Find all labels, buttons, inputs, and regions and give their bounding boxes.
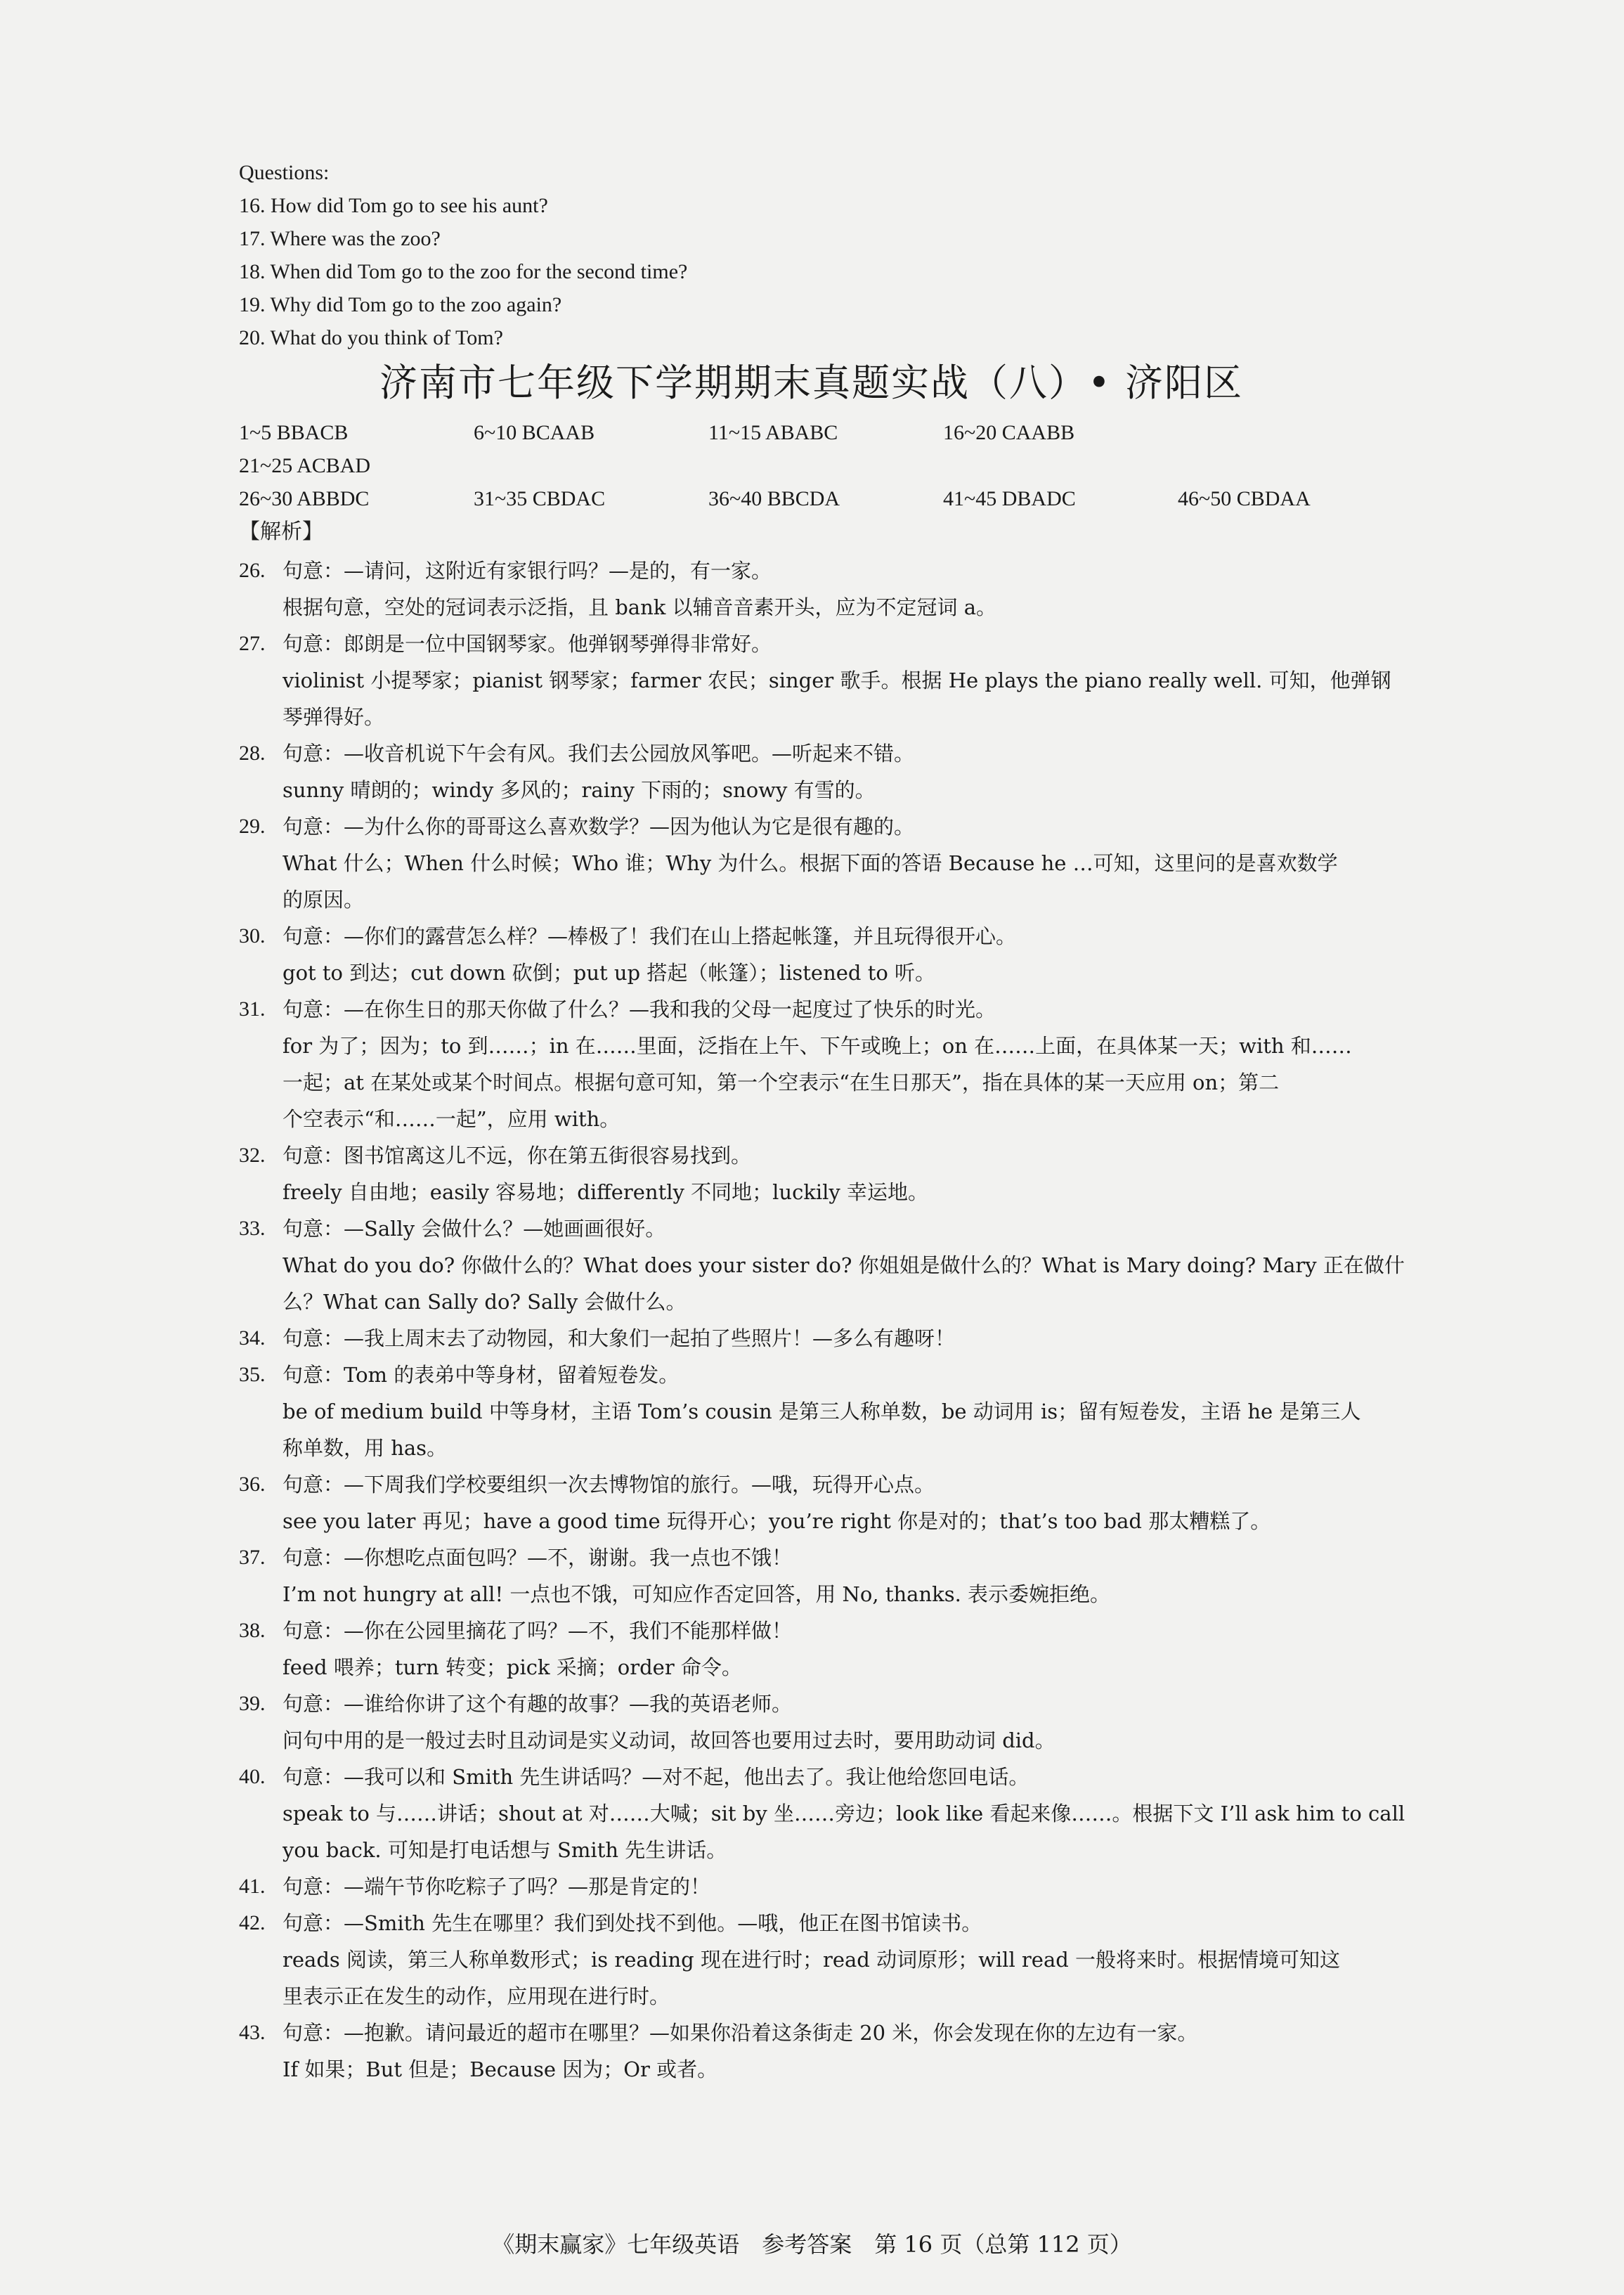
analysis-item [239, 2015, 1504, 2088]
question-line: 17. Where was the zoo? [239, 227, 441, 250]
item-translation: 句意：图书馆离这儿不远，你在第五街很容易找到。 [282, 1144, 752, 1168]
item-translation: 句意：郎朗是一位中国钢琴家。他弹钢琴弹得非常好。 [282, 632, 772, 656]
answer-row [239, 449, 1574, 482]
item-explanation: be of medium build 中等身材，主语 Tom’s cousin 是第三人称单数，be 动词用 is；留有短卷发，主语 he 是第三人 [282, 1399, 1361, 1423]
item-explanation: got to 到达；cut down 砍倒；put up 搭起（帐篷）；listened to 听。 [282, 961, 936, 985]
analysis-item [239, 1357, 1504, 1466]
item-explanation: What do you do? 你做什么的？What does your sister do? 你姐姐是做什么的？What is Mary doing? Mary 正在做什 [282, 1253, 1405, 1277]
item-number: 30. [239, 924, 266, 948]
item-explanation: 琴弹得好。 [282, 705, 385, 729]
item-explanation: 一起；at 在某处或某个时间点。根据句意可知，第一个空表示“在生日那天”，指在具体的某一天应用 on；第二 [282, 1071, 1280, 1094]
section-title: 济南市七年级下学期期末真题实战（八）• 济阳区 [379, 361, 1244, 405]
item-translation: 句意：—Sally 会做什么？—她画画很好。 [282, 1217, 666, 1241]
item-explanation: for 为了；因为；to 到……；in 在……里面，泛指在上午、下午或晚上；on 在……上面，在具体某一天；with 和…… [282, 1034, 1352, 1058]
analysis-item [239, 1466, 1504, 1539]
answer-group: 6~10 BCAAB [474, 421, 595, 444]
analysis-item [239, 808, 1504, 918]
analysis-item [239, 1905, 1504, 2015]
question-line: 20. What do you think of Tom? [239, 326, 503, 349]
item-explanation: 问句中用的是一般过去时且动词是实义动词，故回答也要用过去时，要用助动词 did。 [282, 1728, 1055, 1752]
answer-group: 41~45 DBADC [943, 487, 1076, 510]
answer-group: 16~20 CAABB [943, 421, 1075, 444]
item-number: 28. [239, 742, 266, 765]
item-explanation: sunny 晴朗的；windy 多风的；rainy 下雨的；snowy 有雪的。 [282, 778, 876, 802]
item-number: 43. [239, 2021, 266, 2044]
question-line: 18. When did Tom go to the zoo for the second time? [239, 260, 688, 283]
item-number: 38. [239, 1619, 266, 1642]
item-translation: 句意：—你们的露营怎么样？—棒极了！我们在山上搭起帐篷，并且玩得很开心。 [282, 924, 1017, 948]
item-translation: 句意：—你在公园里摘花了吗？—不，我们不能那样做！ [282, 1619, 793, 1643]
questions-heading: Questions: [239, 161, 330, 184]
item-explanation: 么？What can Sally do? Sally 会做什么。 [282, 1290, 687, 1314]
analysis-list [239, 552, 1504, 2088]
item-number: 27. [239, 632, 266, 655]
item-translation: 句意：—下周我们学校要组织一次去博物馆的旅行。—哦，玩得开心点。 [282, 1473, 935, 1496]
item-explanation: violinist 小提琴家；pianist 钢琴家；farmer 农民；singer 歌手。根据 He plays the piano really well. 可知，他弹钢 [282, 668, 1391, 692]
analysis-item [239, 735, 1504, 808]
analysis-label: 【解析】 [239, 519, 323, 544]
item-translation: 句意：—Smith 先生在哪里？我们到处找不到他。—哦，他正在图书馆读书。 [282, 1911, 982, 1935]
item-explanation: reads 阅读，第三人称单数形式；is reading 现在进行时；read 动词原形；will read 一般将来时。根据情境可知这 [282, 1948, 1341, 1972]
item-explanation: 个空表示“和……一起”，应用 with。 [282, 1107, 621, 1131]
item-translation: 句意：—抱歉。请问最近的超市在哪里？—如果你沿着这条街走 20 米，你会发现在你的左边有一家。 [282, 2021, 1198, 2045]
answer-group: 11~15 ABABC [708, 421, 838, 444]
item-number: 26. [239, 559, 266, 582]
answer-group: 46~50 CBDAA [1178, 487, 1311, 510]
item-number: 40. [239, 1765, 266, 1788]
item-explanation: 根据句意，空处的冠词表示泛指，且 bank 以辅音音素开头，应为不定冠词 a。 [282, 595, 997, 619]
item-number: 29. [239, 815, 266, 838]
analysis-item [239, 1210, 1504, 1320]
item-translation: 句意：—谁给你讲了这个有趣的故事？—我的英语老师。 [282, 1692, 793, 1716]
analysis-item [239, 1612, 1504, 1686]
item-number: 41. [239, 1875, 266, 1898]
item-explanation: freely 自由地；easily 容易地；differently 不同地；luckily 幸运地。 [282, 1180, 929, 1204]
item-number: 34. [239, 1326, 266, 1350]
analysis-item [239, 1759, 1504, 1868]
item-translation: 句意：—你想吃点面包吗？—不，谢谢。我一点也不饿！ [282, 1546, 793, 1570]
item-translation: 句意：—我上周末去了动物园，和大象们一起拍了些照片！—多么有趣呀！ [282, 1326, 956, 1350]
item-translation: 句意：—为什么你的哥哥这么喜欢数学？—因为他认为它是很有趣的。 [282, 815, 915, 839]
analysis-item [239, 552, 1504, 626]
item-explanation: 里表示正在发生的动作，应用现在进行时。 [282, 1984, 670, 2008]
answer-group: 21~25 ACBAD [239, 454, 371, 477]
item-number: 35. [239, 1363, 266, 1386]
analysis-item [239, 1686, 1504, 1759]
item-explanation: you back. 可知是打电话想与 Smith 先生讲话。 [282, 1838, 727, 1862]
listening-questions [239, 156, 1504, 354]
answer-row [239, 482, 1574, 515]
answer-row [239, 416, 1574, 449]
analysis-item [239, 1320, 1504, 1357]
analysis-item [239, 1137, 1504, 1210]
item-translation: 句意：—端午节你吃粽子了吗？—那是肯定的！ [282, 1875, 711, 1899]
answer-group: 1~5 BBACB [239, 421, 349, 444]
item-number: 32. [239, 1144, 266, 1167]
item-number: 31. [239, 997, 266, 1021]
item-translation: 句意：—收音机说下午会有风。我们去公园放风筝吧。—听起来不错。 [282, 742, 915, 765]
item-explanation: speak to 与……讲话；shout at 对……大喊；sit by 坐……旁边；look like 看起来像……。根据下文 I’ll ask him to call [282, 1802, 1405, 1825]
analysis-item [239, 626, 1504, 735]
item-translation: 句意：—在你生日的那天你做了什么？—我和我的父母一起度过了快乐的时光。 [282, 997, 996, 1021]
item-number: 33. [239, 1217, 266, 1240]
item-number: 39. [239, 1692, 266, 1715]
item-explanation: 的原因。 [282, 888, 365, 912]
item-number: 42. [239, 1911, 266, 1934]
answer-group: 26~30 ABBDC [239, 487, 370, 510]
page-footer: 《期末赢家》七年级英语 参考答案 第 16 页（总第 112 页） [492, 2231, 1132, 2258]
item-explanation: 称单数，用 has。 [282, 1436, 448, 1460]
question-line: 19. Why did Tom go to the zoo again? [239, 293, 562, 316]
analysis-item [239, 1868, 1504, 1905]
item-explanation: see you later 再见；have a good time 玩得开心；you’re right 你是对的；that’s too bad 那太糟糕了。 [282, 1509, 1271, 1533]
item-translation: 句意：—请问，这附近有家银行吗？—是的，有一家。 [282, 559, 772, 583]
item-explanation: If 如果；But 但是；Because 因为；Or 或者。 [282, 2057, 718, 2081]
item-number: 37. [239, 1546, 266, 1569]
analysis-item [239, 1539, 1504, 1612]
question-line: 16. How did Tom go to see his aunt? [239, 194, 548, 217]
answer-grid [239, 416, 1574, 515]
item-translation: 句意：Tom 的表弟中等身材，留着短卷发。 [282, 1363, 680, 1387]
answer-group: 31~35 CBDAC [474, 487, 606, 510]
analysis-item [239, 918, 1504, 991]
answer-group: 36~40 BBCDA [708, 487, 840, 510]
item-number: 36. [239, 1473, 266, 1496]
analysis-item [239, 991, 1504, 1137]
item-explanation: I’m not hungry at all! 一点也不饿，可知应作否定回答，用 No, thanks. 表示委婉拒绝。 [282, 1582, 1111, 1606]
item-explanation: What 什么；When 什么时候；Who 谁；Why 为什么。根据下面的答语 Because he …可知，这里问的是喜欢数学 [282, 851, 1338, 875]
item-translation: 句意：—我可以和 Smith 先生讲话吗？—对不起，他出去了。我让他给您回电话。 [282, 1765, 1029, 1789]
item-explanation: feed 喂养；turn 转变；pick 采摘；order 命令。 [282, 1655, 742, 1679]
